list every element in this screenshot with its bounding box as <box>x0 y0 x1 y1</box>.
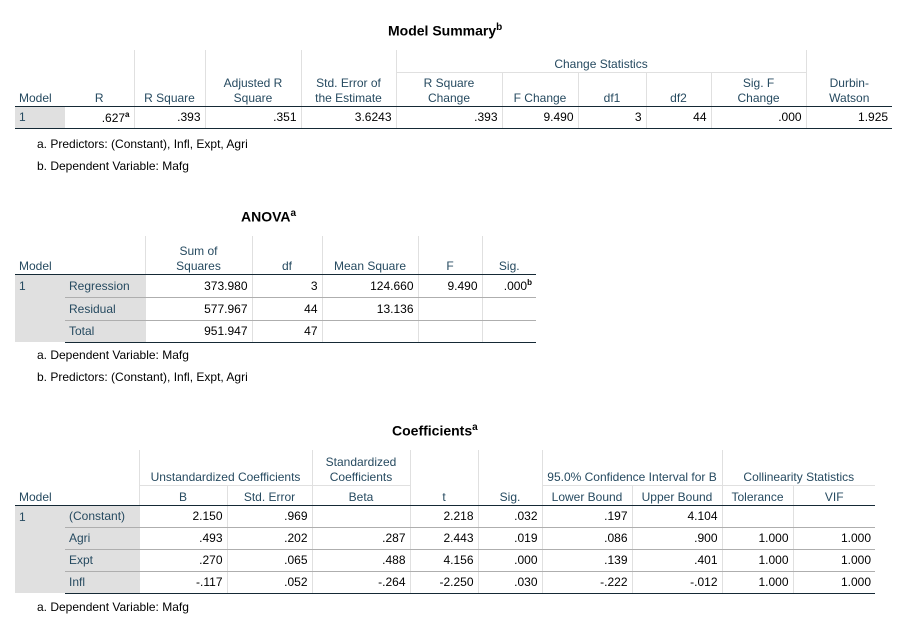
col-std-error: Std. Error <box>227 485 312 505</box>
cell-f <box>418 320 482 342</box>
cell-vif: 1.000 <box>793 549 875 571</box>
cell-b: 2.150 <box>139 505 227 527</box>
cell-ub: 4.104 <box>632 505 722 527</box>
cell-t: 4.156 <box>410 549 478 571</box>
col-model: Model <box>15 485 65 505</box>
cell-vif <box>793 505 875 527</box>
cell-df1: 3 <box>578 106 646 128</box>
cell-r: .627$^a$ <box>65 106 134 128</box>
col-lower-bound: Lower Bound <box>542 485 632 505</box>
cell-f <box>418 297 482 320</box>
change-statistics-header: Change Statistics <box>396 50 806 72</box>
cell-df: 47 <box>252 320 322 342</box>
row-model: 1 <box>15 106 65 128</box>
col-b: B <box>139 485 227 505</box>
row-label: Regression <box>65 274 145 297</box>
cell-std-error: 3.6243 <box>301 106 396 128</box>
cell-durbin-watson: 1.925 <box>806 106 892 128</box>
cell-ss: 577.967 <box>145 297 252 320</box>
cell-r-square: .393 <box>134 106 205 128</box>
cell-sig: .000 <box>478 549 542 571</box>
row-label: (Constant) <box>65 505 139 527</box>
footnote: b. Dependent Variable: Mafg <box>37 159 189 173</box>
cell-adj-r-square: .351 <box>205 106 301 128</box>
row-label: Expt <box>65 549 139 571</box>
col-f: F <box>418 236 482 274</box>
row-model: 1 <box>15 274 65 342</box>
col-sig: Sig. <box>478 485 542 505</box>
table-row <box>15 527 875 549</box>
cell-lb: .197 <box>542 505 632 527</box>
col-r-square-change: R Square Change <box>396 72 502 106</box>
col-df1: df1 <box>578 72 646 106</box>
row-label: Infl <box>65 571 139 593</box>
standardized-header: Standardized Coefficients <box>312 450 410 485</box>
col-vif: VIF <box>793 485 875 505</box>
cell-ms: 13.136 <box>322 297 418 320</box>
cell-ub: .401 <box>632 549 722 571</box>
col-adjusted-r-square: Adjusted R Square <box>205 72 301 106</box>
cell-sig: .000$^b$ <box>482 274 536 297</box>
table-row <box>15 549 875 571</box>
col-model: Model <box>15 72 65 106</box>
cell-se: .065 <box>227 549 312 571</box>
table-row <box>15 274 536 297</box>
cell-ss: 373.980 <box>145 274 252 297</box>
cell-f-change: 9.490 <box>502 106 578 128</box>
cell-sig <box>482 297 536 320</box>
col-beta: Beta <box>312 485 410 505</box>
cell-sig <box>482 320 536 342</box>
table-row <box>15 297 536 320</box>
cell-t: 2.218 <box>410 505 478 527</box>
cell-ms: 124.660 <box>322 274 418 297</box>
footnote: a. Predictors: (Constant), Infl, Expt, Agri <box>37 137 248 151</box>
cell-sig: .019 <box>478 527 542 549</box>
cell-lb: -.222 <box>542 571 632 593</box>
cell-b: .493 <box>139 527 227 549</box>
cell-r-square-change: .393 <box>396 106 502 128</box>
cell-beta: -.264 <box>312 571 410 593</box>
footnote: a. Dependent Variable: Mafg <box>37 348 189 362</box>
col-f-change: F Change <box>502 72 578 106</box>
footnote: b. Predictors: (Constant), Infl, Expt, Agri <box>37 370 248 384</box>
cell-b: .270 <box>139 549 227 571</box>
cell-b: -.117 <box>139 571 227 593</box>
unstandardized-header: Unstandardized Coefficients <box>139 450 312 485</box>
cell-se: .969 <box>227 505 312 527</box>
model-summary-title: Model Summary$^b$ <box>388 22 503 39</box>
col-sig-f-change: Sig. F Change <box>711 72 806 106</box>
anova-table <box>15 236 536 343</box>
cell-df2: 44 <box>646 106 711 128</box>
col-durbin-watson: Durbin- Watson <box>806 72 892 106</box>
cell-df: 3 <box>252 274 322 297</box>
cell-se: .052 <box>227 571 312 593</box>
confidence-interval-header: 95.0% Confidence Interval for B <box>542 450 722 485</box>
cell-tol <box>722 505 793 527</box>
row-label: Agri <box>65 527 139 549</box>
col-sum-of-squares: Sum of Squares <box>145 236 252 274</box>
cell-tol: 1.000 <box>722 527 793 549</box>
cell-ss: 951.947 <box>145 320 252 342</box>
col-df2: df2 <box>646 72 711 106</box>
row-label: Residual <box>65 297 145 320</box>
col-model: Model <box>15 236 65 274</box>
footnote: a. Dependent Variable: Mafg <box>37 600 189 614</box>
cell-t: -2.250 <box>410 571 478 593</box>
model-summary-table <box>15 50 892 129</box>
col-sig: Sig. <box>482 236 536 274</box>
cell-vif: 1.000 <box>793 527 875 549</box>
cell-df: 44 <box>252 297 322 320</box>
table-row <box>15 571 875 593</box>
cell-vif: 1.000 <box>793 571 875 593</box>
collinearity-header: Collinearity Statistics <box>722 450 875 485</box>
col-t: t <box>410 485 478 505</box>
cell-sig: .032 <box>478 505 542 527</box>
cell-beta <box>312 505 410 527</box>
cell-ms <box>322 320 418 342</box>
col-tolerance: Tolerance <box>722 485 793 505</box>
cell-ub: .900 <box>632 527 722 549</box>
table-row <box>15 505 875 527</box>
col-upper-bound: Upper Bound <box>632 485 722 505</box>
cell-tol: 1.000 <box>722 571 793 593</box>
cell-beta: .488 <box>312 549 410 571</box>
cell-sig: .030 <box>478 571 542 593</box>
col-df: df <box>252 236 322 274</box>
coefficients-title: Coefficients$^a$ <box>392 422 478 439</box>
col-r-square: R Square <box>134 72 205 106</box>
table-row <box>15 320 536 342</box>
cell-se: .202 <box>227 527 312 549</box>
cell-beta: .287 <box>312 527 410 549</box>
col-r: R <box>65 72 134 106</box>
cell-ub: -.012 <box>632 571 722 593</box>
col-mean-square: Mean Square <box>322 236 418 274</box>
cell-f: 9.490 <box>418 274 482 297</box>
cell-sig-f-change: .000 <box>711 106 806 128</box>
anova-title: ANOVA$^a$ <box>241 208 297 225</box>
row-label: Total <box>65 320 145 342</box>
cell-lb: .086 <box>542 527 632 549</box>
cell-tol: 1.000 <box>722 549 793 571</box>
coefficients-table <box>15 450 875 594</box>
col-std-error: Std. Error of the Estimate <box>301 72 396 106</box>
row-model: 1 <box>15 505 65 593</box>
cell-t: 2.443 <box>410 527 478 549</box>
table-row <box>15 106 892 128</box>
cell-lb: .139 <box>542 549 632 571</box>
